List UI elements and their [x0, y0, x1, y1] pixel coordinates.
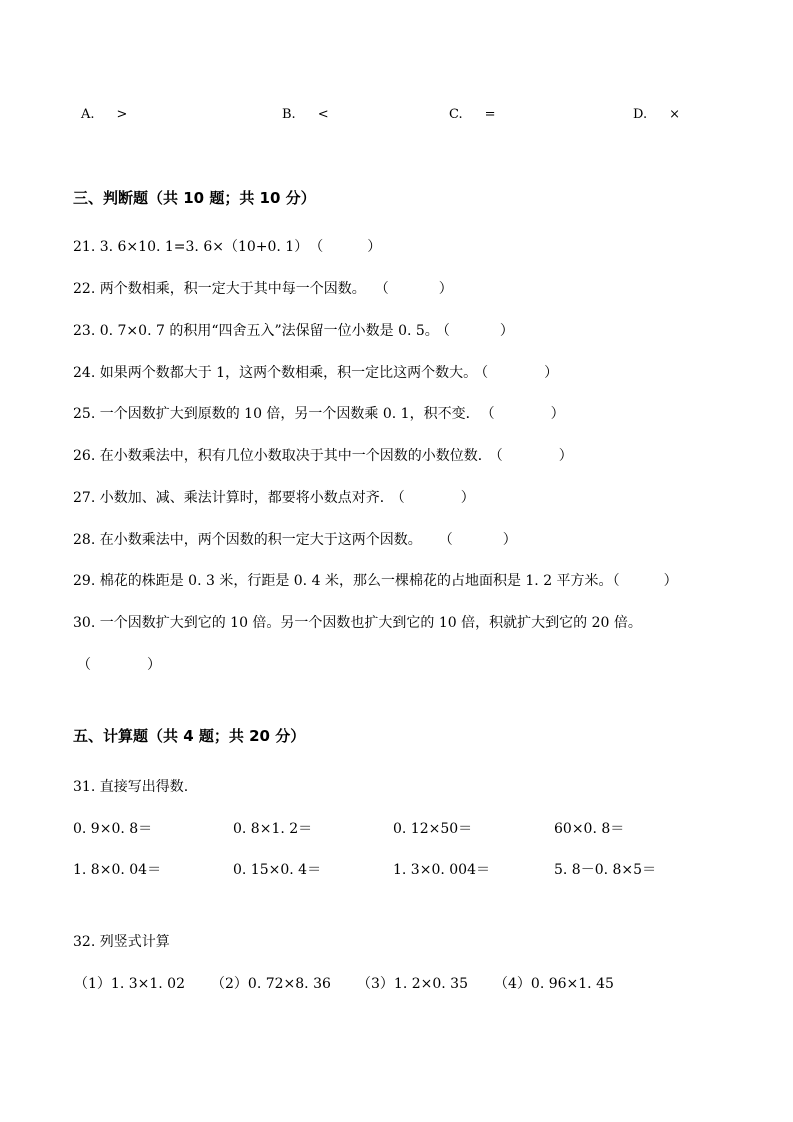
option-value: < — [317, 107, 329, 122]
question-30-answer — [77, 654, 161, 674]
calc-item: 0. 9×0. 8＝ — [73, 821, 153, 837]
vertical-calc-item: （4）0. 96×1. 45 — [494, 976, 614, 992]
answer-paren-close: ） — [367, 239, 382, 255]
question-31-prompt: 31. 直接写出得数. — [73, 779, 189, 795]
answer-paren-close: ） — [438, 281, 453, 297]
answer-paren-close: ） — [558, 448, 573, 464]
question-text: 22. 两个数相乘，积一定大于其中每一个因数。 — [73, 281, 366, 297]
calc-item: 5. 8－0. 8×5＝ — [554, 862, 657, 878]
option-value: > — [116, 107, 128, 122]
option-letter: D. — [633, 107, 648, 122]
question-text: 29. 棉花的株距是 0. 3 米，行距是 0. 4 米，那么一棵棉花的占地面积是 1. 2 平方米。 — [73, 573, 613, 589]
answer-paren-open: （ — [445, 532, 453, 548]
option-c[interactable] — [449, 107, 496, 122]
option-d[interactable] — [633, 107, 680, 122]
option-letter: A. — [81, 107, 95, 122]
question-24 — [73, 362, 558, 382]
question-28 — [73, 529, 517, 549]
answer-paren-close: ） — [147, 657, 161, 673]
option-b[interactable] — [282, 107, 329, 122]
answer-paren-close: ） — [499, 323, 514, 339]
question-23 — [73, 320, 514, 340]
question-30 — [73, 612, 642, 632]
question-text: 30. 一个因数扩大到它的 10 倍。另一个因数也扩大到它的 10 倍，积就扩大到它的 20 倍。 — [73, 615, 642, 631]
option-a[interactable] — [81, 107, 127, 122]
answer-paren-open: （ — [495, 448, 503, 464]
section-title-calculation: 五、计算题（共 4 题；共 20 分） — [73, 727, 306, 745]
question-22 — [73, 278, 453, 298]
question-text: 25. 一个因数扩大到原数的 10 倍，另一个因数乘 0. 1，积不变． — [73, 406, 480, 422]
question-text: 27. 小数加、减、乘法计算时，都要将小数点对齐． — [73, 490, 394, 506]
question-text: 26. 在小数乘法中，积有几位小数取决于其中一个因数的小数位数． — [73, 448, 492, 464]
answer-paren-close: ） — [460, 490, 475, 506]
option-value: = — [484, 107, 496, 122]
answer-paren-close: ） — [663, 573, 678, 589]
option-value: × — [669, 107, 680, 122]
question-text: 28. 在小数乘法中，两个因数的积一定大于这两个因数。 — [73, 532, 422, 548]
vertical-calc-item: （1）1. 3×1. 02 — [74, 976, 185, 992]
calc-item: 1. 3×0. 004＝ — [393, 862, 490, 878]
section-title-judgement: 三、判断题（共 10 题；共 10 分） — [73, 189, 316, 207]
question-text: 21. 3. 6×10. 1=3. 6×（10+0. 1） — [73, 239, 309, 255]
answer-paren-open: （ — [397, 490, 405, 506]
answer-paren-open: （ — [481, 365, 489, 381]
question-26 — [73, 445, 573, 465]
answer-paren-open: （ — [442, 323, 450, 339]
answer-paren-open: （ — [381, 281, 389, 297]
question-27 — [73, 487, 475, 507]
answer-paren-open: （ — [316, 239, 324, 255]
option-letter: B. — [282, 107, 296, 122]
answer-paren-open: （ — [77, 657, 91, 673]
question-25 — [73, 403, 565, 423]
answer-paren-close: ） — [550, 406, 565, 422]
answer-paren-close: ） — [544, 365, 559, 381]
question-21 — [73, 236, 381, 256]
option-letter: C. — [449, 107, 463, 122]
answer-paren-close: ） — [502, 532, 517, 548]
calc-item: 0. 15×0. 4＝ — [233, 862, 322, 878]
calc-item: 1. 8×0. 04＝ — [73, 862, 162, 878]
calc-item: 0. 12×50＝ — [393, 821, 473, 837]
calc-item: 60×0. 8＝ — [554, 821, 625, 837]
answer-paren-open: （ — [487, 406, 495, 422]
vertical-calc-item: （2）0. 72×8. 36 — [211, 976, 331, 992]
answer-paren-open: （ — [612, 573, 620, 589]
question-text: 24. 如果两个数都大于 1，这两个数相乘，积一定比这两个数大。 — [73, 365, 478, 381]
question-text: 23. 0. 7×0. 7 的积用“四舍五入”法保留一位小数是 0. 5。 — [73, 323, 439, 339]
question-32-prompt: 32. 列竖式计算 — [73, 934, 170, 950]
question-29 — [73, 570, 678, 590]
calc-item: 0. 8×1. 2＝ — [233, 821, 313, 837]
vertical-calc-item: （3）1. 2×0. 35 — [357, 976, 468, 992]
